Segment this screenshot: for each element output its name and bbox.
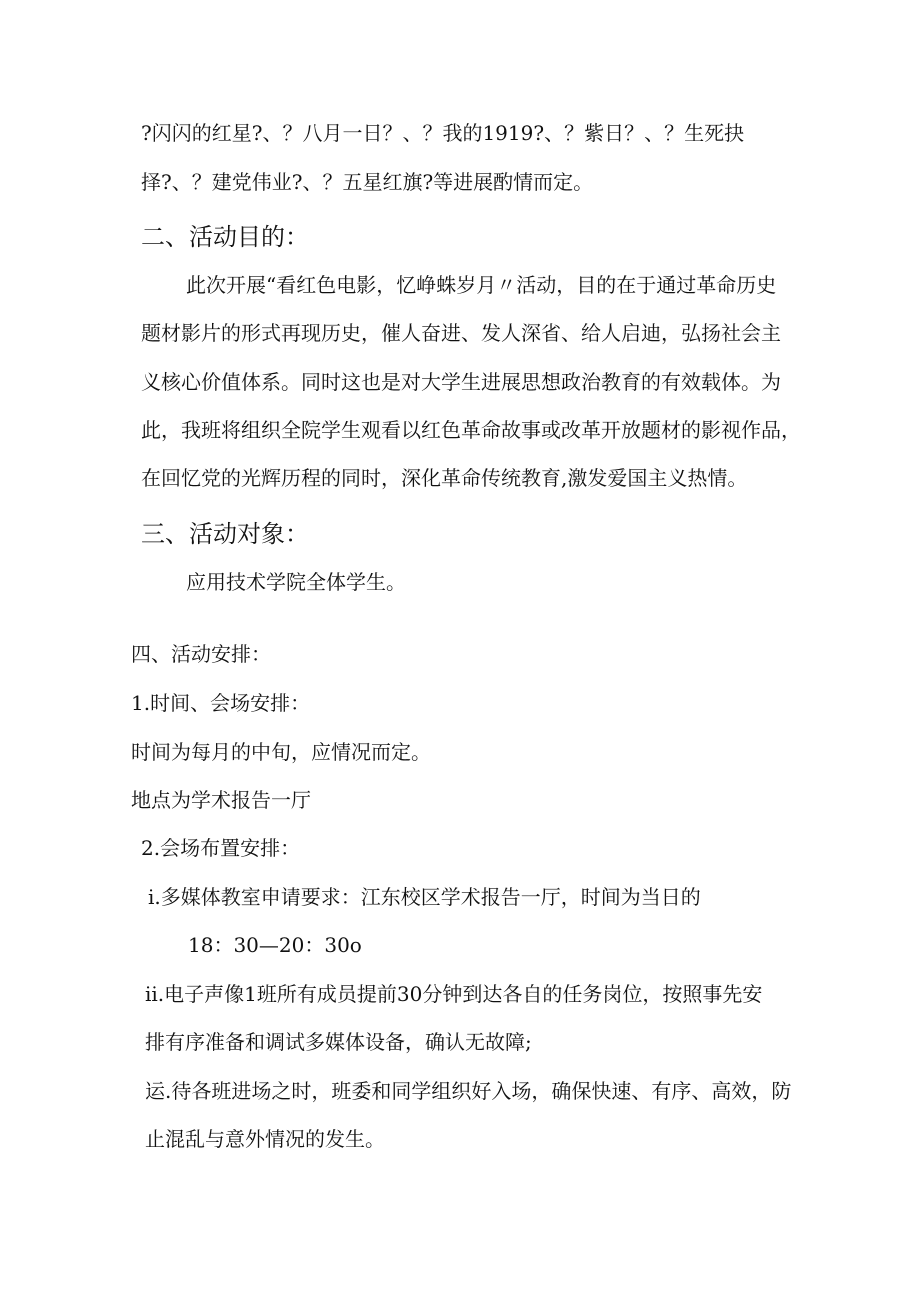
sub-iii-line-2: 止混乱与意外情况的发生。 [145,1127,385,1151]
item1-place: 地点为学术报告一厅 [131,788,311,812]
sub-iii-line-1: 运.待各班进场之时，班委和同学组织好入场，确保快速、有序、高效，防 [145,1079,792,1103]
section2-line-5: 在回忆党的光辉历程的同时，深化革命传统教育,激发爱国主义热情。 [141,466,748,490]
sub-ii-line-1: ii.电子声像1班所有成员提前30分钟到达各自的任务岗位，按照事先安 [145,982,763,1006]
item1-title: 1.时间、会场安排： [131,691,311,715]
sub-ii-line-2: 排有序准备和调试多媒体设备，确认无故障; [145,1030,532,1054]
section2-heading: 二、活动目的： [141,223,309,251]
section2-line-4: 此，我班将组织全院学生观看以红色革命故事或改革开放题材的影视作品， [141,418,801,442]
intro-line-2: 择?、？建党伟业?、？五星红旗?等进展酌情而定。 [141,170,594,194]
sub-i-line-1: i.多媒体教室申请要求：江东校区学术报告一厅，时间为当日的 [148,885,701,909]
section3-line: 应用技术学院全体学生。 [186,570,406,594]
section2-line-1: 此次开展“看红色电影，忆峥蛛岁月〃活动，目的在于通过革命历史 [186,273,777,297]
section3-heading: 三、活动对象： [141,520,309,548]
item2-title: 2.会场布置安排： [141,836,301,860]
intro-line-1: ?闪闪的红星?、？八月一日？、？我的1919?、？紫日？、？生死抉 [141,121,745,145]
section4-heading: 四、活动安排： [131,642,271,666]
section2-line-3: 义核心价值体系。同时这也是对大学生进展思想政治教育的有效载体。为 [141,370,781,394]
sub-i-line-2: 18：30—20：30o [188,933,362,957]
section2-line-2: 题材影片的形式再现历史，催人奋进、发人深省、给人启迪，弘扬社会主 [141,321,781,345]
item1-time: 时间为每月的中旬，应情况而定。 [131,740,431,764]
